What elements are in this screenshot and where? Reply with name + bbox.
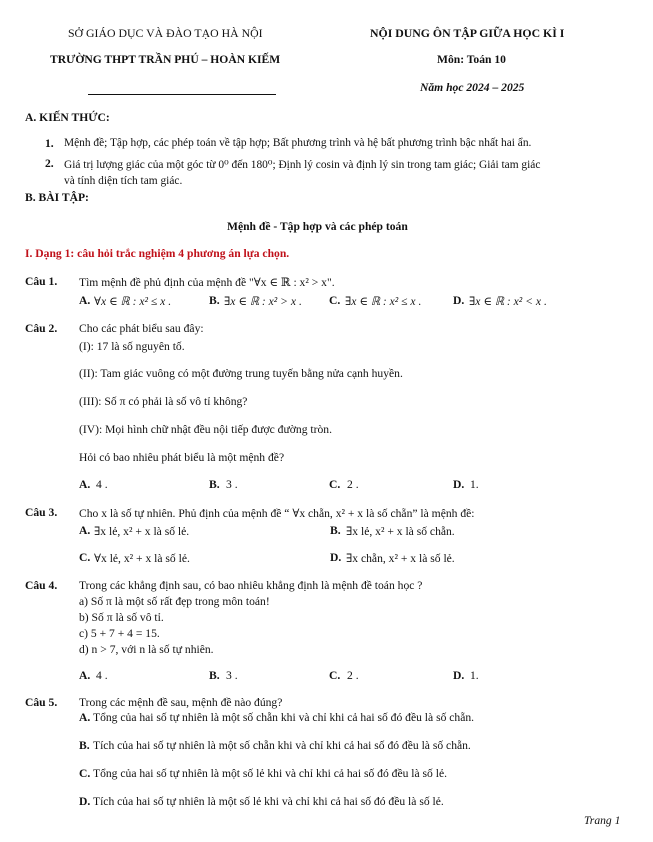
question-stem: Tìm mệnh đề phủ định của mệnh đề "∀x ∈ ℝ : x² > x". [79, 276, 335, 289]
option-text: ∃x ∈ ℝ : x² < x . [469, 295, 547, 308]
option-text: Tổng của hai số tự nhiên là một số lẻ khi và chỉ khi cả hai số đó đều là số lẻ. [93, 767, 448, 780]
section-a-item-num: 1. [45, 137, 54, 150]
option-text: ∀x ∈ ℝ : x² ≤ x . [94, 295, 172, 308]
option-letter: A. [79, 478, 91, 491]
option-letter: D. [453, 294, 465, 307]
option-text: 4 . [96, 478, 108, 491]
section-a-item-text: Giá trị lượng giác của một góc từ 0⁰ đến 180⁰; Định lý cosin và định lý sin trong tam giác; Giải tam giác [64, 159, 541, 171]
option-letter: B. [209, 669, 220, 682]
option-letter: C. [329, 478, 341, 491]
option-text: 4 . [96, 669, 108, 682]
header-underline [88, 94, 276, 95]
header-left-line1: SỞ GIÁO DỤC VÀ ĐÀO TẠO HÀ NỘI [68, 26, 263, 40]
option-text: ∀x lẻ, x² + x là số lẻ. [94, 552, 190, 565]
question-label: Câu 3. [25, 506, 58, 519]
option-letter: D. [453, 478, 465, 491]
question-label: Câu 1. [25, 275, 58, 288]
page-number: Trang 1 [584, 814, 621, 827]
option-letter: C. [79, 767, 91, 780]
option-letter: A. [79, 294, 91, 307]
option-text: 2 . [347, 669, 359, 682]
option-letter: B. [209, 478, 220, 491]
section-b-subtitle: Mệnh đề - Tập hợp và các phép toán [227, 220, 408, 233]
option-letter: D. [453, 669, 465, 682]
option-text: 1. [470, 478, 479, 491]
option-text: Tích của hai số tự nhiên là một số chẵn khi và chỉ khi cả hai số đó đều là số chẵn. [93, 739, 471, 752]
section-a-item-text: Mệnh đề; Tập hợp, các phép toán về tập hợp; Bất phương trình và hệ bất phương trình bậc nhất hai ẩn. [64, 137, 532, 149]
section-a-item-num: 2. [45, 157, 54, 170]
statement-line: (II): Tam giác vuông có một đường trung tuyến bằng nửa cạnh huyền. [79, 367, 403, 380]
option-letter: C. [329, 669, 341, 682]
header-right-line2: Môn: Toán 10 [437, 53, 506, 66]
dang-1-heading: I. Dạng 1: câu hỏi trắc nghiệm 4 phương án lựa chọn. [25, 247, 290, 260]
option-letter: A. [79, 669, 91, 682]
statement-line: (IV): Mọi hình chữ nhật đều nội tiếp được đường tròn. [79, 423, 332, 436]
option-text: ∃x lẻ, x² + x là số lẻ. [94, 525, 190, 538]
question-stem: Cho x là số tự nhiên. Phủ định của mệnh đề “ ∀x chẵn, x² + x là số chẵn” là mệnh đề: [79, 507, 475, 520]
option-letter: D. [330, 551, 342, 564]
option-letter: B. [79, 739, 90, 752]
question-label: Câu 2. [25, 322, 58, 335]
question-label: Câu 4. [25, 579, 58, 592]
option-text: ∃x chẵn, x² + x là số lẻ. [346, 552, 455, 565]
option-text: 2 . [347, 478, 359, 491]
option-text: ∃x ∈ ℝ : x² > x . [224, 295, 302, 308]
option-text: 1. [470, 669, 479, 682]
option-text: Tổng của hai số tự nhiên là một số chẵn khi và chỉ khi cả hai số đó đều là số chẵn. [93, 711, 475, 724]
option-letter: C. [329, 294, 341, 307]
header-left-line2: TRƯỜNG THPT TRẦN PHÚ – HOÀN KIẾM [50, 53, 281, 66]
option-letter: C. [79, 551, 91, 564]
header-right-line3: Năm học 2024 – 2025 [420, 81, 525, 94]
option-text: 3 . [226, 669, 238, 682]
statement-line: b) Số π là số vô tỉ. [79, 611, 164, 624]
section-b-title: B. BÀI TẬP: [25, 191, 89, 204]
question-stem: Trong các mệnh đề sau, mệnh đề nào đúng? [79, 696, 283, 709]
question-prompt: Hỏi có bao nhiêu phát biểu là một mệnh đề? [79, 451, 285, 464]
section-a-item-text-cont: và tính diện tích tam giác. [64, 175, 183, 187]
option-text: ∃x lẻ, x² + x là số chẵn. [346, 525, 455, 538]
option-letter: B. [330, 524, 341, 537]
option-letter: D. [79, 795, 91, 808]
question-label: Câu 5. [25, 696, 58, 709]
header-right-line1: NỘI DUNG ÔN TẬP GIỮA HỌC KÌ I [370, 26, 565, 40]
statement-line: d) n > 7, với n là số tự nhiên. [79, 643, 214, 656]
question-stem: Cho các phát biểu sau đây: [79, 322, 204, 335]
question-stem: Trong các khẳng định sau, có bao nhiêu khẳng định là mệnh đề toán học ? [79, 579, 423, 592]
statement-line: (I): 17 là số nguyên tố. [79, 340, 185, 353]
statement-line: a) Số π là một số rất đẹp trong môn toán! [79, 595, 270, 608]
section-a-title: A. KIẾN THỨC: [25, 111, 110, 124]
statement-line: (III): Số π có phải là số vô tỉ không? [79, 395, 248, 408]
option-letter: A. [79, 711, 91, 724]
option-text: 3 . [226, 478, 238, 491]
statement-line: c) 5 + 7 + 4 = 15. [79, 627, 160, 640]
option-text: ∃x ∈ ℝ : x² ≤ x . [345, 295, 422, 308]
option-letter: B. [209, 294, 220, 307]
option-letter: A. [79, 524, 91, 537]
option-text: Tích của hai số tự nhiên là một số lẻ khi và chỉ khi cả hai số đó đều là số lẻ. [93, 795, 444, 808]
